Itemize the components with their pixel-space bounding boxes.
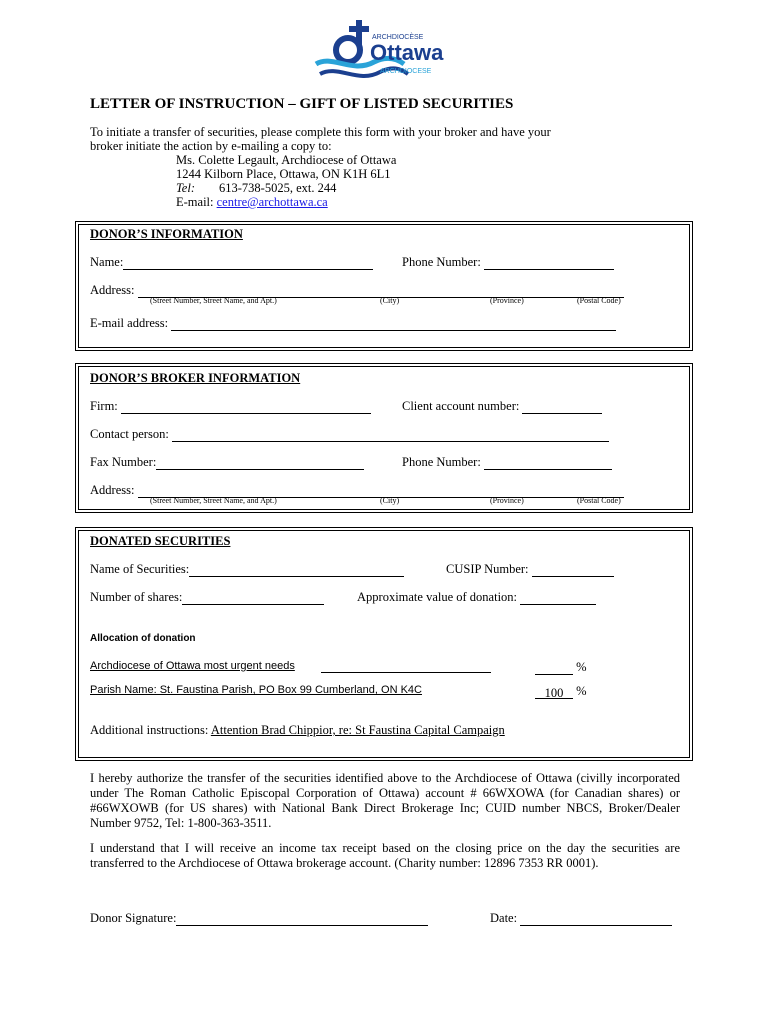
alloc1-value-field[interactable]	[535, 662, 573, 675]
email-link[interactable]: centre@archottawa.ca	[216, 195, 328, 209]
broker-address-label: Address:	[90, 483, 135, 497]
signature-field[interactable]	[176, 913, 428, 926]
email-label: E-mail:	[176, 195, 214, 209]
intro-block	[90, 125, 670, 209]
securities-name-field[interactable]	[189, 564, 404, 577]
cusip-row	[446, 562, 614, 577]
donor-hint-street: (Street Number, Street Name, and Apt.)	[150, 296, 277, 305]
logo-line1: ARCHDIOCÈSE	[372, 34, 424, 41]
alloc2-percent-row	[535, 684, 587, 699]
donor-email-row	[90, 316, 616, 331]
cusip-label: CUSIP Number:	[446, 562, 529, 576]
broker-contact-field[interactable]	[172, 429, 609, 442]
tel-label: Tel:	[176, 181, 195, 195]
contact-name: Ms. Colette Legault, Archdiocese of Ottawa	[176, 153, 397, 167]
donor-phone-row	[402, 255, 614, 270]
donor-phone-label: Phone Number:	[402, 255, 481, 269]
signature-row	[90, 911, 428, 926]
broker-firm-field[interactable]	[121, 401, 371, 414]
broker-phone-field[interactable]	[484, 457, 612, 470]
alloc2-percent: %	[576, 684, 587, 698]
page-title: LETTER OF INSTRUCTION – GIFT OF LISTED SECURITIES	[90, 96, 514, 112]
alloc1-percent-row	[535, 660, 587, 675]
logo-line3: ARCHDIOCESE	[380, 68, 432, 75]
broker-contact-row	[90, 427, 609, 442]
date-row	[490, 911, 672, 926]
donor-name-row	[90, 255, 373, 270]
broker-phone-row	[402, 455, 612, 470]
donor-hint-province: (Province)	[490, 296, 524, 305]
donor-hint-postal: (Postal Code)	[577, 296, 621, 305]
signature-label: Donor Signature:	[90, 911, 177, 925]
broker-hint-street: (Street Number, Street Name, and Apt.)	[150, 496, 277, 505]
donor-hint-city: (City)	[380, 296, 400, 305]
broker-phone-label: Phone Number:	[402, 455, 481, 469]
authorize-paragraph: I hereby authorize the transfer of the securities identified above to the Archdiocese of Ottawa (civilly incorporated under The Roman Catholic Episcopal Corporation of Ottawa) account # 66WXOWA (for Canadian shares) or #66WXOWB (for US shares) with National Bank Direct Brokerage Inc; CUID number NBCS, Broker/Dealer Number 9752, Tel: 1-800-363-3511.	[90, 771, 680, 830]
broker-fax-field[interactable]	[156, 457, 364, 470]
shares-row	[90, 590, 324, 605]
donor-address-label: Address:	[90, 283, 135, 297]
receipt-paragraph: I understand that I will receive an income tax receipt based on the closing price on the day the securities are transferred to the Archdiocese of Ottawa brokerage account. (Charity number: 12896 7353 RR 0001).	[90, 841, 680, 870]
donor-phone-field[interactable]	[484, 257, 614, 270]
broker-client-label: Client account number:	[402, 399, 520, 413]
securities-heading: DONATED SECURITIES	[90, 534, 231, 548]
securities-name-row	[90, 562, 404, 577]
intro-line2: broker initiate the action by e-mailing a copy to:	[90, 139, 332, 153]
shares-field[interactable]	[182, 592, 324, 605]
broker-fax-row	[90, 455, 364, 470]
tel-value: 613-738-5025, ext. 244	[219, 181, 337, 195]
allocation-heading: Allocation of donation	[90, 633, 196, 644]
intro-line1: To initiate a transfer of securities, please complete this form with your broker and have your	[90, 125, 551, 139]
broker-contact-label: Contact person:	[90, 427, 169, 441]
additional-row	[90, 723, 505, 738]
cusip-field[interactable]	[532, 564, 614, 577]
date-label: Date:	[490, 911, 518, 925]
additional-value[interactable]: Attention Brad Chippior, re: St Faustina Capital Campaign	[210, 723, 505, 737]
alloc2-value: 100	[544, 686, 564, 700]
alloc2-label: Parish Name: St. Faustina Parish, PO Box 99 Cumberland, ON K4C	[90, 684, 422, 696]
broker-client-row	[402, 399, 602, 414]
broker-fax-label: Fax Number:	[90, 455, 157, 469]
donor-name-field[interactable]	[123, 257, 373, 270]
alloc1-percent: %	[576, 660, 587, 674]
contact-email	[90, 195, 670, 209]
contact-address: 1244 Kilborn Place, Ottawa, ON K1H 6L1	[176, 167, 391, 181]
alloc1-underline	[321, 672, 491, 673]
shares-label: Number of shares:	[90, 590, 183, 604]
securities-name-label: Name of Securities:	[90, 562, 190, 576]
donor-name-label: Name:	[90, 255, 124, 269]
value-field[interactable]	[520, 592, 596, 605]
broker-hint-province: (Province)	[490, 496, 524, 505]
logo-line2: Ottawa	[370, 40, 444, 65]
value-label: Approximate value of donation:	[357, 590, 518, 604]
donor-email-label: E-mail address:	[90, 316, 169, 330]
broker-firm-label: Firm:	[90, 399, 118, 413]
contact-tel	[90, 181, 670, 195]
archdiocese-logo	[312, 18, 462, 86]
broker-hint-postal: (Postal Code)	[577, 496, 621, 505]
broker-hint-city: (City)	[380, 496, 400, 505]
alloc2-value-field[interactable]	[535, 686, 573, 699]
alloc1-label: Archdiocese of Ottawa most urgent needs	[90, 660, 295, 672]
donor-email-field[interactable]	[171, 318, 616, 331]
value-row	[357, 590, 596, 605]
donor-heading: DONOR’S INFORMATION	[90, 227, 243, 241]
date-field[interactable]	[520, 913, 672, 926]
additional-label: Additional instructions:	[90, 723, 209, 737]
broker-firm-row	[90, 399, 371, 414]
broker-client-field[interactable]	[522, 401, 602, 414]
broker-heading: DONOR’S BROKER INFORMATION	[90, 371, 301, 385]
